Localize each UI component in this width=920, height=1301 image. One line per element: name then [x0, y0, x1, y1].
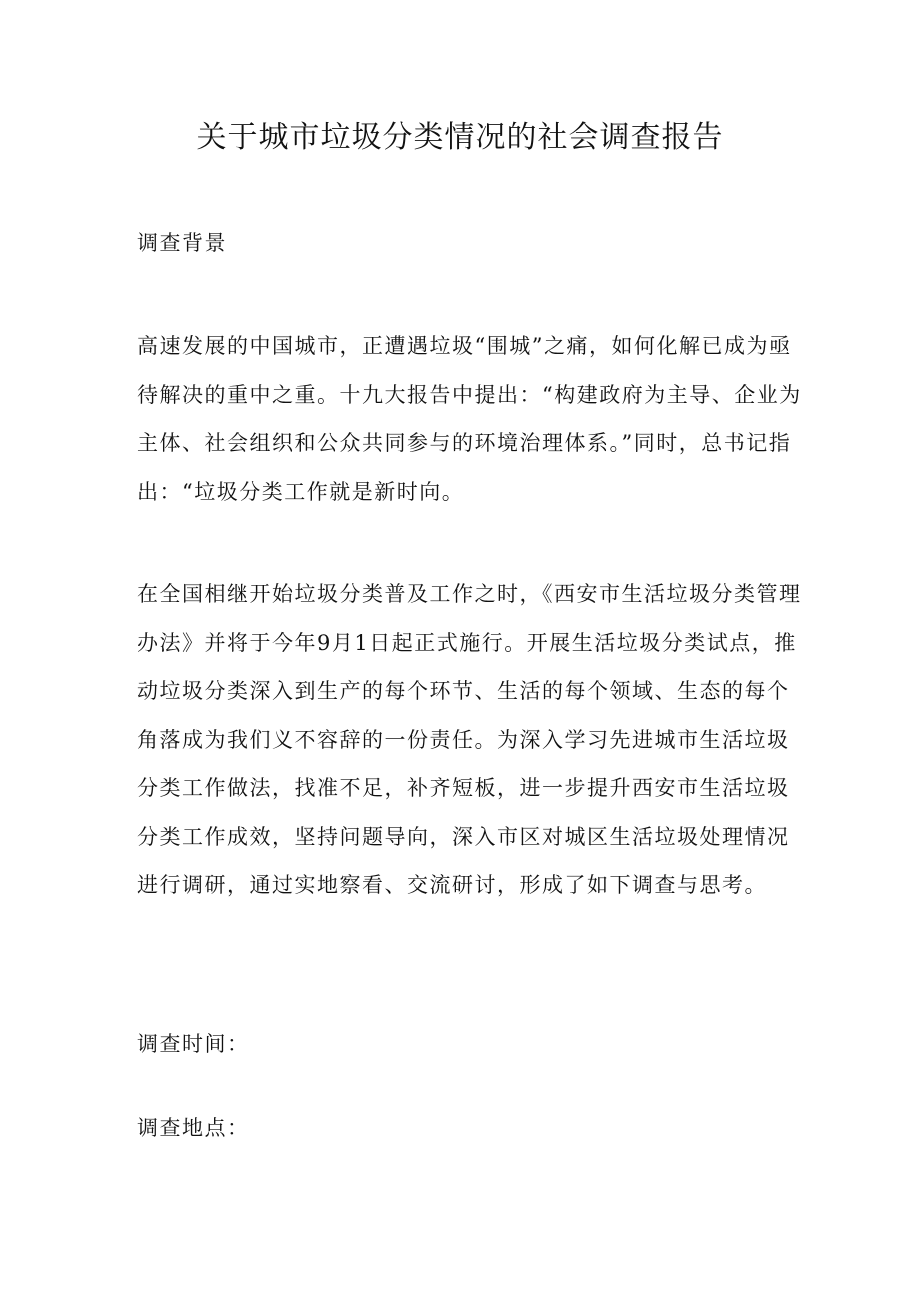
background-paragraph-1: 高速发展的中国城市，正遭遇垃圾“围城”之痛，如何化解已成为亟待解决的重中之重。十九大报告中提出：“构建政府为主导、企业为主体、社会组织和公众共同参与的环境治理体系。”同时，总书记指出：“垃圾分类工作就是新时向。: [137, 334, 802, 504]
survey-time-label: 调查时间：: [137, 1032, 250, 1056]
section-heading-background: 调查背景: [137, 231, 227, 255]
document-title: 关于城市垃圾分类情况的社会调查报告: [196, 120, 724, 155]
background-paragraph-2: 在全国相继开始垃圾分类普及工作之时，《西安市生活垃圾分类管理办法》并将于今年9月1日起正式施行。开展生活垃圾分类试点，推动垃圾分类深入到生产的每个环节、生活的每个领域、生态的每个角落成为我们义不容辞的一份责任。为深入学习先进城市生活垃圾分类工作做法，找准不足，补齐短板，进一步提升西安市生活垃圾分类工作成效，坚持问题导向，深入市区对城区生活垃圾处理情况进行调研，通过实地察看、交流研讨，形成了如下调查与思考。: [137, 582, 802, 897]
survey-place-label: 调查地点：: [137, 1116, 250, 1140]
